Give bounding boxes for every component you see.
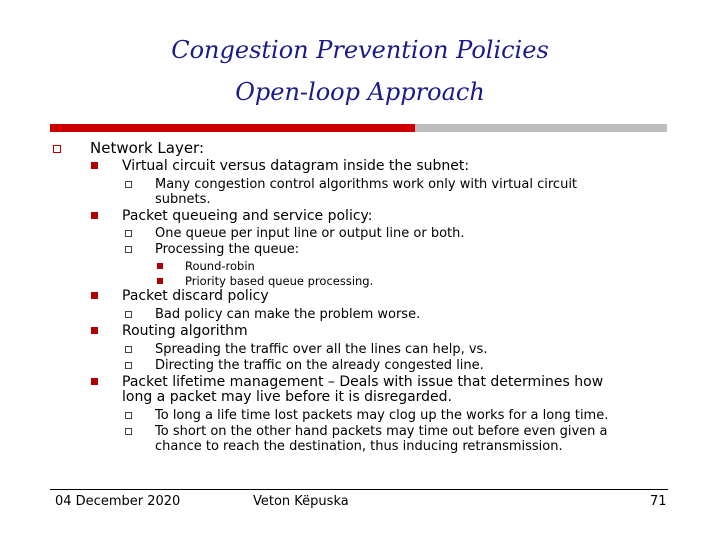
red-square-bullet-icon <box>157 263 163 269</box>
page-number: 71 <box>650 494 667 509</box>
sub-item: Directing the traffic on the already congested line. <box>155 358 484 373</box>
sub-item: To long a life time lost packets may clog up the works for a long time. <box>155 408 609 423</box>
red-square-bullet-icon <box>91 162 98 169</box>
sub-item: One queue per input line or output line or both. <box>155 226 465 241</box>
section-heading: Network Layer: <box>90 139 205 157</box>
sub-item: Processing the queue: <box>155 242 300 257</box>
hollow-square-bullet-icon <box>125 428 132 435</box>
list-item: Packet lifetime management – Deals with issue that determines how <box>122 374 604 390</box>
hollow-square-bullet-icon <box>125 311 132 318</box>
hollow-square-bullet-icon <box>53 145 61 153</box>
footer-date: 04 December 2020 <box>55 494 181 509</box>
sub-item: Many congestion control algorithms work only with virtual circuit <box>155 177 578 192</box>
hollow-square-bullet-icon <box>125 362 132 369</box>
sub-item: Bad policy can make the problem worse. <box>155 307 421 322</box>
hollow-square-bullet-icon <box>125 346 132 353</box>
red-square-bullet-icon <box>157 278 163 284</box>
list-item: Packet discard policy <box>122 288 269 304</box>
hollow-square-bullet-icon <box>125 181 132 188</box>
hollow-square-bullet-icon <box>125 412 132 419</box>
red-square-bullet-icon <box>91 327 98 334</box>
sub-sub-item: Priority based queue processing. <box>185 274 374 288</box>
title-divider-gray <box>415 124 667 132</box>
list-item: Routing algorithm <box>122 323 248 339</box>
hollow-square-bullet-icon <box>125 246 132 253</box>
slide-title-line-2: Open-loop Approach <box>235 78 485 106</box>
hollow-square-bullet-icon <box>125 230 132 237</box>
slide-title-line-1: Congestion Prevention Policies <box>171 36 549 64</box>
footer-divider <box>50 489 668 490</box>
sub-item: Spreading the traffic over all the lines can help, vs. <box>155 342 488 357</box>
red-square-bullet-icon <box>91 212 98 219</box>
red-square-bullet-icon <box>91 292 98 299</box>
list-item: Packet queueing and service policy: <box>122 208 373 224</box>
red-square-bullet-icon <box>91 378 98 385</box>
title-divider-red <box>50 124 415 132</box>
sub-item-continuation: subnets. <box>155 192 211 207</box>
footer-author: Veton Këpuska <box>253 494 349 509</box>
list-item: Virtual circuit versus datagram inside the subnet: <box>122 158 470 174</box>
list-item-continuation: long a packet may live before it is disregarded. <box>122 389 453 405</box>
sub-item: To short on the other hand packets may time out before even given a <box>155 424 608 439</box>
sub-sub-item: Round-robin <box>185 259 255 273</box>
sub-item-continuation: chance to reach the destination, thus inducing retransmission. <box>155 439 563 454</box>
